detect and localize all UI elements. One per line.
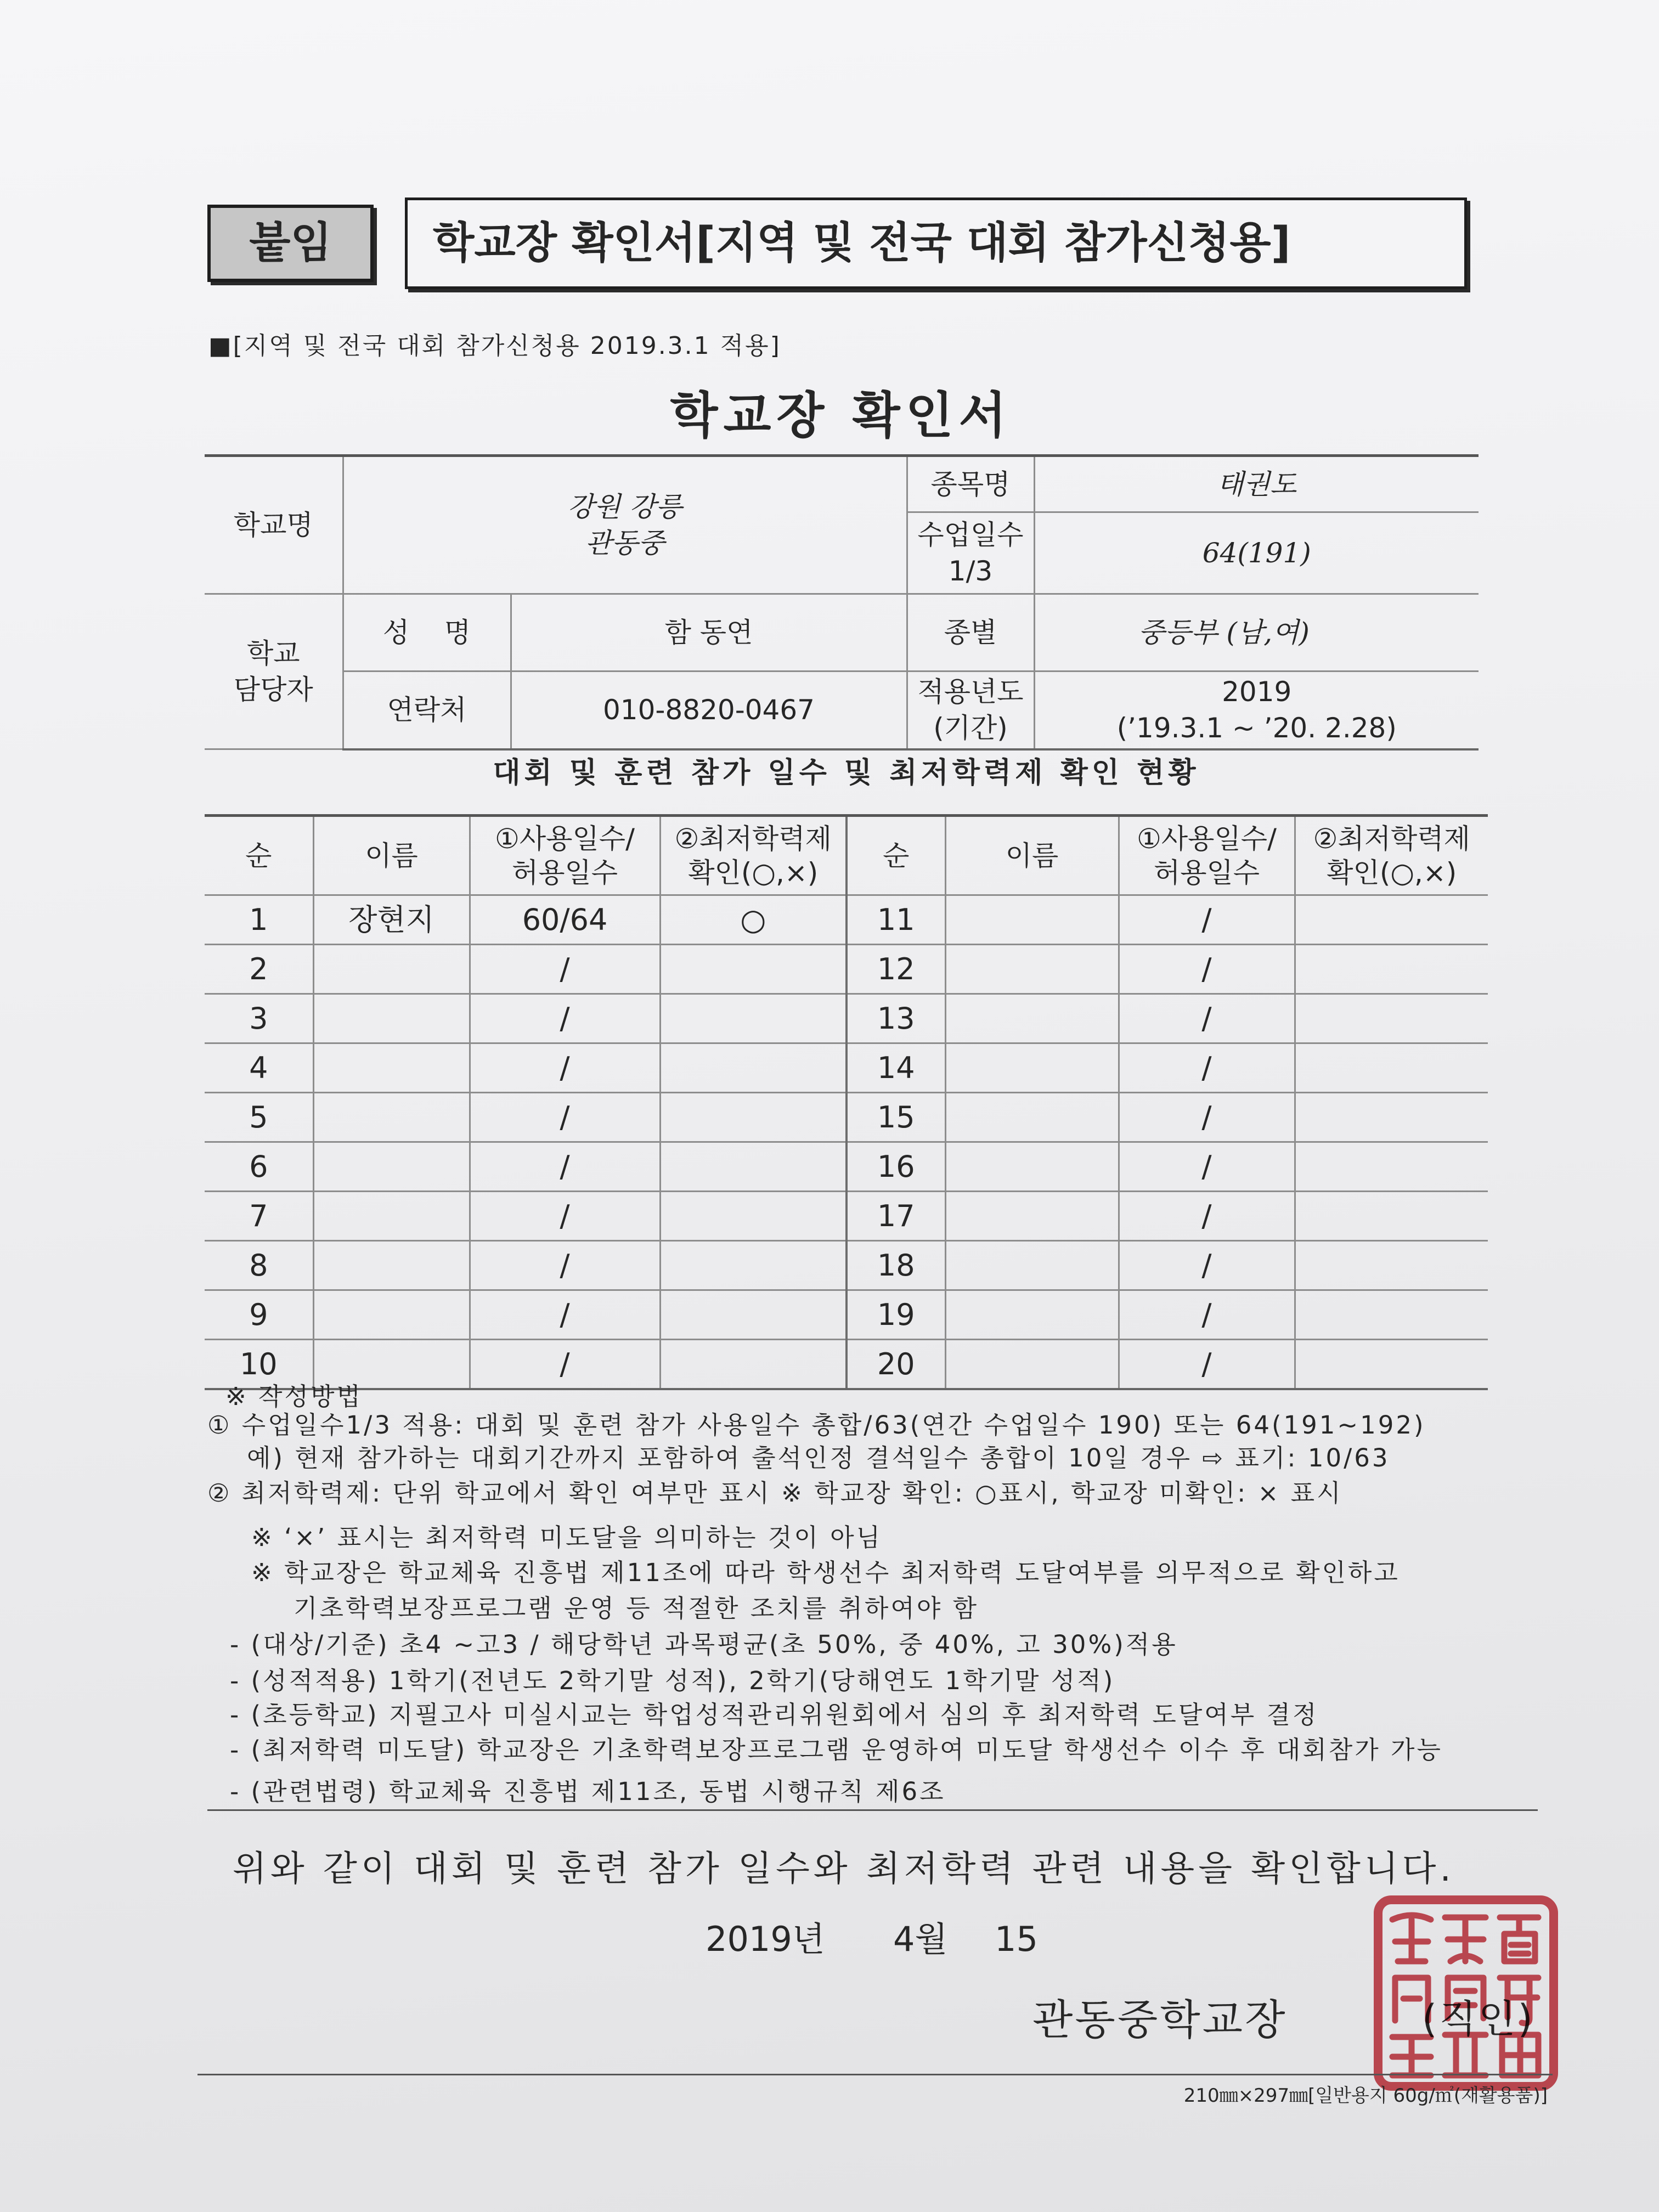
note-bullet-law: - (관련법령) 학교체육 진흥법 제11조, 동법 시행규칙 제6조 <box>230 1777 946 1806</box>
period-label-line1: 적용년도 <box>917 676 1024 708</box>
row-number: 13 <box>847 994 945 1043</box>
table-row <box>205 1241 1488 1290</box>
note-bullet-target: - (대상/기준) 초4 ~고3 / 해당학년 과목평균(초 50%, 중 40%, 고 30%)적용 <box>230 1630 1178 1659</box>
student-name <box>945 1241 1119 1290</box>
days-used: / <box>470 1192 660 1241</box>
header-days-line2: 허용일수 <box>1153 856 1260 889</box>
header-check <box>1295 816 1488 895</box>
row-number: 5 <box>205 1093 313 1142</box>
student-name <box>313 1290 470 1340</box>
row-number: 9 <box>205 1290 313 1340</box>
days-used: / <box>1119 1093 1295 1142</box>
days-used: / <box>1119 1192 1295 1241</box>
row-number: 3 <box>205 994 313 1043</box>
table-row <box>205 994 1488 1043</box>
division-label: 종별 <box>907 594 1034 672</box>
days-used: / <box>1119 1142 1295 1192</box>
header-check-line2: 확인(○,×) <box>688 856 819 889</box>
note-bullet-elementary: - (초등학교) 지필고사 미실시교는 학업성적관리위원회에서 심의 후 최저학력 도달여부 결정 <box>230 1700 1319 1729</box>
min-academic-check <box>1295 1340 1488 1390</box>
stamp-label: (직인) <box>1422 1996 1535 2041</box>
min-academic-check <box>1295 895 1488 945</box>
days-used: / <box>1119 1043 1295 1093</box>
row-number: 15 <box>847 1093 945 1142</box>
min-academic-check <box>660 1192 847 1241</box>
row-number: 8 <box>205 1241 313 1290</box>
student-name <box>945 1192 1119 1241</box>
student-name <box>313 1192 470 1241</box>
staff-label <box>205 594 343 749</box>
table-row <box>205 945 1488 994</box>
school-region: 강원 강릉 <box>567 491 682 523</box>
name-label: 성 명 <box>343 594 511 672</box>
period-label-line2: (기간) <box>933 712 1008 744</box>
page-title: 학교장 확인서 <box>670 387 1012 444</box>
student-name <box>313 994 470 1043</box>
student-name <box>945 945 1119 994</box>
attachment-label: 붙임 <box>207 205 374 282</box>
row-number: 14 <box>847 1043 945 1093</box>
min-academic-check <box>660 1290 847 1340</box>
student-name <box>945 1043 1119 1093</box>
participation-table <box>205 814 1488 1390</box>
period-value <box>1034 672 1479 749</box>
min-academic-check <box>1295 1142 1488 1192</box>
min-academic-check <box>1295 994 1488 1043</box>
note-min-academic: ② 최저학력제: 단위 학교에서 확인 여부만 표시 ※ 학교장 확인: ○표시, 학교장 미확인: × 표시 <box>207 1479 1343 1508</box>
row-number: 6 <box>205 1142 313 1192</box>
table-row <box>205 1192 1488 1241</box>
min-academic-check <box>660 1043 847 1093</box>
staff-label-line2: 담당자 <box>233 674 313 706</box>
row-number: 19 <box>847 1290 945 1340</box>
row-number: 17 <box>847 1192 945 1241</box>
name-value: 함 동연 <box>511 594 907 672</box>
days-used: / <box>1119 895 1295 945</box>
class-days-label <box>907 512 1034 594</box>
student-name <box>313 1043 470 1093</box>
note-x-meaning: ※ ‘×’ 표시는 최저학력 미도달을 의미하는 것이 아님 <box>251 1523 883 1552</box>
footer-divider <box>198 2074 1553 2075</box>
min-academic-check <box>660 1340 847 1390</box>
official-seal-icon <box>1373 1894 1559 2092</box>
school-name: 관동중 <box>585 527 665 559</box>
table-row <box>205 1043 1488 1093</box>
student-name: 장현지 <box>313 895 470 945</box>
days-used: / <box>470 994 660 1043</box>
min-academic-check <box>1295 1043 1488 1093</box>
header-days <box>470 816 660 895</box>
notes-divider <box>207 1809 1538 1811</box>
row-number: 12 <box>847 945 945 994</box>
school-name-label: 학교명 <box>205 456 343 594</box>
days-used: / <box>470 1142 660 1192</box>
header-check <box>660 816 847 895</box>
min-academic-check <box>1295 1290 1488 1340</box>
header-check-line2: 확인(○,×) <box>1327 856 1457 889</box>
contact-value: 010-8820-0467 <box>511 672 907 749</box>
staff-label-line1: 학교 <box>246 637 300 669</box>
division-value: 중등부 (남,여) <box>1034 594 1479 672</box>
table-row <box>205 895 1488 945</box>
principal-title: 관동중학교장 <box>1032 1995 1288 2044</box>
student-name <box>945 1340 1119 1390</box>
table-row <box>205 1340 1488 1390</box>
class-days-value: 64(191) <box>1034 512 1479 594</box>
header-days <box>1119 816 1295 895</box>
min-academic-check: ○ <box>660 895 847 945</box>
header-name: 이름 <box>945 816 1119 895</box>
days-used: / <box>1119 1340 1295 1390</box>
period-range: (’19.3.1 ~ ’20. 2.28) <box>1116 712 1397 744</box>
min-academic-check <box>1295 1093 1488 1142</box>
days-used: / <box>1119 945 1295 994</box>
class-days-label-line1: 수업일수 <box>917 519 1024 551</box>
row-number: 11 <box>847 895 945 945</box>
table-row <box>205 1290 1488 1340</box>
row-number: 16 <box>847 1142 945 1192</box>
days-used: / <box>470 1093 660 1142</box>
header-days-line1: ①사용일수/ <box>495 822 635 855</box>
header-check-line1: ②최저학력제 <box>674 822 832 855</box>
row-number: 2 <box>205 945 313 994</box>
days-used: / <box>1119 1241 1295 1290</box>
row-number: 1 <box>205 895 313 945</box>
note-class-days: ① 수업일수1/3 적용: 대회 및 훈련 참가 사용일수 총합/63(연간 수업일수 190) 또는 64(191~192) <box>207 1410 1426 1440</box>
row-number: 4 <box>205 1043 313 1093</box>
row-number: 18 <box>847 1241 945 1290</box>
header-no: 순 <box>847 816 945 895</box>
section-title: 대회 및 훈련 참가 일수 및 최저학력제 확인 현황 <box>493 757 1200 789</box>
notes-heading: ※ 작성방법 <box>225 1382 363 1411</box>
days-used: / <box>470 1241 660 1290</box>
contact-label: 연락처 <box>343 672 511 749</box>
row-number: 20 <box>847 1340 945 1390</box>
min-academic-check <box>660 1142 847 1192</box>
info-row-sport <box>205 456 1479 512</box>
min-academic-check <box>660 1241 847 1290</box>
student-name <box>945 1142 1119 1192</box>
min-academic-check <box>1295 1241 1488 1290</box>
school-info-table <box>205 454 1479 751</box>
min-academic-check <box>1295 1192 1488 1241</box>
days-used: / <box>470 945 660 994</box>
paper-spec: 210㎜×297㎜[일반용지 60g/㎡(재활용품)] <box>1183 2085 1548 2107</box>
table-row <box>205 1142 1488 1192</box>
sport-value: 태권도 <box>1034 456 1479 512</box>
row-number: 7 <box>205 1192 313 1241</box>
header-name: 이름 <box>313 816 470 895</box>
info-row-contact <box>205 672 1479 749</box>
date-month: 4월 <box>893 1919 948 1959</box>
min-academic-check <box>660 945 847 994</box>
days-used: / <box>1119 994 1295 1043</box>
days-used: 60/64 <box>470 895 660 945</box>
row-number: 10 <box>205 1340 313 1390</box>
class-days-label-line2: 1/3 <box>948 555 993 587</box>
student-name <box>313 945 470 994</box>
student-name <box>313 1093 470 1142</box>
min-academic-check <box>660 994 847 1043</box>
header-title: 학교장 확인서[지역 및 전국 대회 참가신청용] <box>405 198 1467 289</box>
days-used: / <box>1119 1290 1295 1340</box>
note-principal-duty: ※ 학교장은 학교체육 진흥법 제11조에 따라 학생선수 최저학력 도달여부를 의무적으로 확인하고 <box>251 1558 1400 1587</box>
table-header-row <box>205 816 1488 895</box>
period-label <box>907 672 1034 749</box>
info-row-staff-name <box>205 594 1479 672</box>
student-name <box>945 1093 1119 1142</box>
header-check-line1: ②최저학력제 <box>1313 822 1470 855</box>
note-bullet-grades: - (성적적용) 1학기(전년도 2학기말 성적), 2학기(당해연도 1학기말 성적) <box>230 1666 1115 1695</box>
days-used: / <box>470 1290 660 1340</box>
student-name <box>945 895 1119 945</box>
student-name <box>313 1142 470 1192</box>
date-year: 2019년 <box>706 1919 825 1959</box>
school-name-cell <box>343 456 907 594</box>
header-days-line1: ①사용일수/ <box>1137 822 1277 855</box>
note-class-days-example: 예) 현재 참가하는 대회기간까지 포함하여 출석인정 결석일수 총합이 10일 경우 ⇨ 표기: 10/63 <box>247 1443 1390 1472</box>
note-bullet-not-met: - (최저학력 미도달) 학교장은 기초학력보장프로그램 운영하여 미도달 학생선수 이수 후 대회참가 가능 <box>230 1735 1443 1764</box>
days-used: / <box>470 1340 660 1390</box>
header-no: 순 <box>205 816 313 895</box>
date-day: 15 <box>995 1919 1038 1959</box>
min-academic-check <box>660 1093 847 1142</box>
student-name <box>313 1241 470 1290</box>
confirmation-statement: 위와 같이 대회 및 훈련 참가 일수와 최저학력 관련 내용을 확인합니다. <box>233 1849 1455 1889</box>
note-principal-duty-cont: 기초학력보장프로그램 운영 등 적절한 조치를 취하여야 함 <box>294 1594 979 1623</box>
student-name <box>945 1290 1119 1340</box>
apply-note: ■[지역 및 전국 대회 참가신청용 2019.3.1 적용] <box>208 332 781 360</box>
days-used: / <box>470 1043 660 1093</box>
period-year: 2019 <box>1222 676 1292 708</box>
sport-label: 종목명 <box>907 456 1034 512</box>
header-days-line2: 허용일수 <box>511 856 618 889</box>
table-row <box>205 1093 1488 1142</box>
student-name <box>945 994 1119 1043</box>
min-academic-check <box>1295 945 1488 994</box>
